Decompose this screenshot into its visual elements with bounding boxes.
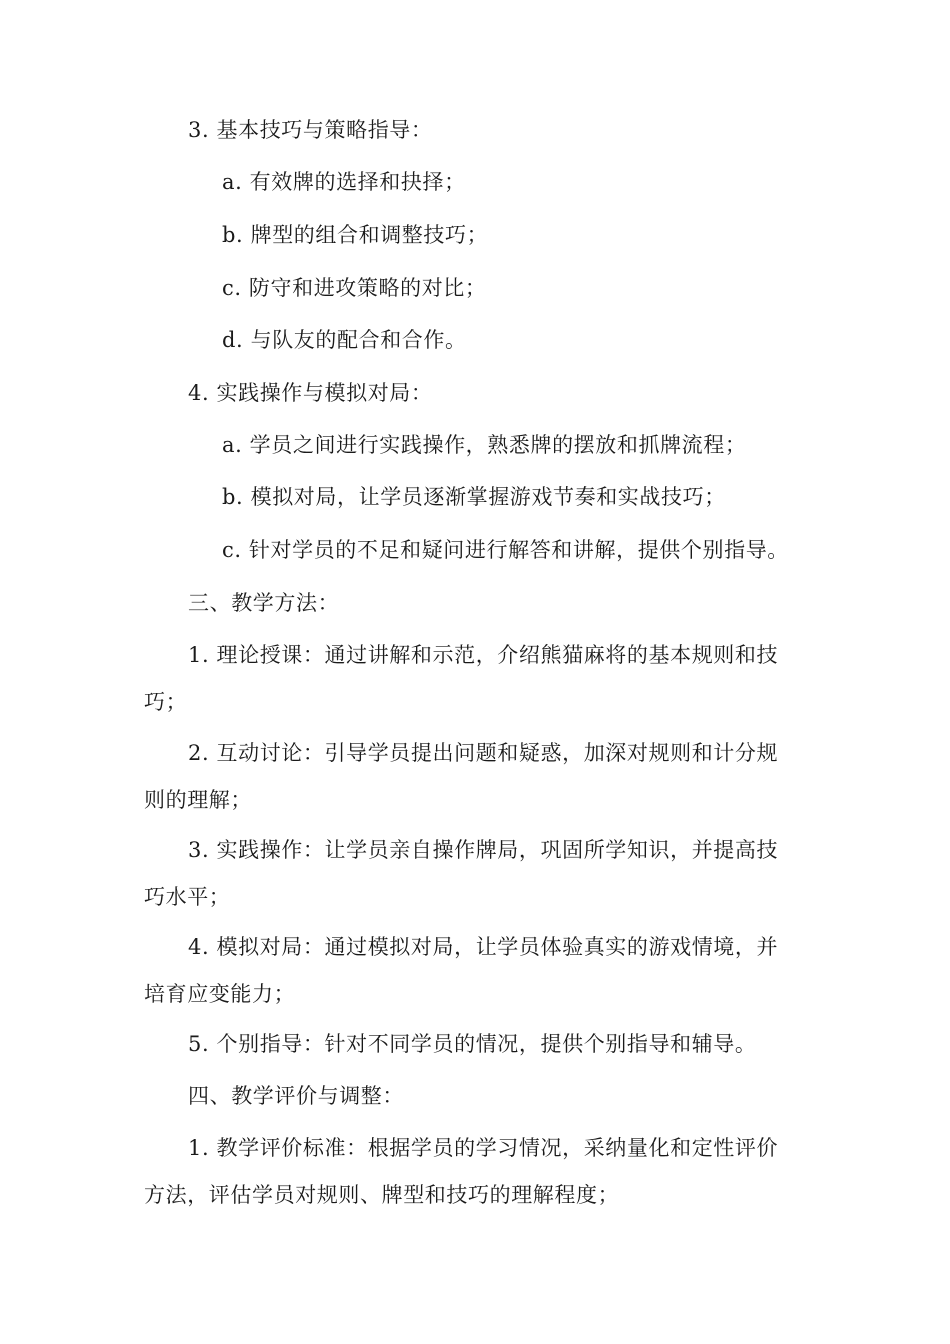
section3-item4-line2: 培育应变能力； <box>144 982 296 1006</box>
section3-item2-line2: 则的理解； <box>144 788 252 812</box>
section3-item5-line1: 5. 个别指导：针对不同学员的情况，提供个别指导和辅导。 <box>188 1032 757 1056</box>
item3-sub-c: c. 防守和进攻策略的对比； <box>222 276 487 300</box>
item3-sub-b: b. 牌型的组合和调整技巧； <box>222 223 489 247</box>
item4-title: 4. 实践操作与模拟对局： <box>188 381 433 405</box>
section3-item3-line1: 3. 实践操作：让学员亲自操作牌局，巩固所学知识，并提高技 <box>188 838 779 862</box>
item4-sub-b: b. 模拟对局，让学员逐渐掌握游戏节奏和实战技巧； <box>222 485 726 509</box>
section3-item2-line1: 2. 互动讨论：引导学员提出问题和疑惑，加深对规则和计分规 <box>188 741 779 765</box>
item3-sub-a: a. 有效牌的选择和抉择； <box>222 170 466 194</box>
section4-heading: 四、教学评价与调整： <box>188 1084 404 1108</box>
item3-sub-d: d. 与队友的配合和合作。 <box>222 328 467 352</box>
item3-title: 3. 基本技巧与策略指导： <box>188 118 433 142</box>
item4-sub-c: c. 针对学员的不足和疑问进行解答和讲解，提供个别指导。 <box>222 538 789 562</box>
section4-item1-line1: 1. 教学评价标准：根据学员的学习情况，采纳量化和定性评价 <box>188 1136 779 1160</box>
section3-item1-line2: 巧； <box>144 690 188 714</box>
item4-sub-a: a. 学员之间进行实践操作，熟悉牌的摆放和抓牌流程； <box>222 433 747 457</box>
section3-heading: 三、教学方法： <box>188 591 340 615</box>
section3-item4-line1: 4. 模拟对局：通过模拟对局，让学员体验真实的游戏情境，并 <box>188 935 779 959</box>
section4-item1-line2: 方法，评估学员对规则、牌型和技巧的理解程度； <box>144 1183 620 1207</box>
section3-item3-line2: 巧水平； <box>144 885 231 909</box>
section3-item1-line1: 1. 理论授课：通过讲解和示范，介绍熊猫麻将的基本规则和技 <box>188 643 779 667</box>
